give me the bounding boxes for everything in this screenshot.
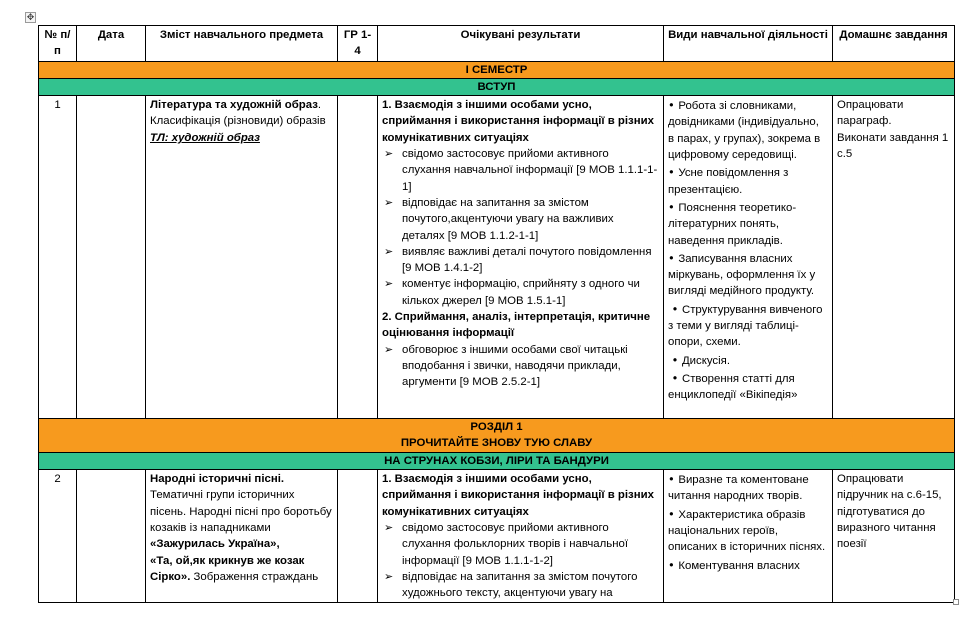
- list-item: • Робота зі словниками, довідниками (індивідуально, в парах, у групах), зокрема в цифровому середовищі.: [668, 98, 821, 162]
- subsection-title: НА СТРУНАХ КОБЗИ, ЛІРИ ТА БАНДУРИ: [39, 452, 955, 469]
- header-activities: Види навчальної діяльності: [664, 26, 833, 62]
- row2-results-h1: 1. Взаємодія з іншими особами усно, сприймання і використання інформації в різних комунікативних ситуаціях: [382, 473, 654, 518]
- section-line2: ПРОЧИТАЙТЕ ЗНОВУ ТУЮ СЛАВУ: [400, 437, 593, 450]
- list-item: • Створення статті для енциклопедії «Вікіпедія»: [668, 370, 798, 402]
- list-item: • Структурування вивченого з теми у вигляді таблиці-опори, схеми.: [668, 301, 823, 349]
- table-row: [39, 470, 955, 603]
- row2-num: 2: [39, 470, 77, 603]
- table-move-handle-icon[interactable]: ✥: [26, 12, 35, 22]
- row2-activities: [664, 470, 833, 603]
- list-item: • Характеристика образів національних героїв, описаних в історичних піснях.: [668, 506, 826, 554]
- row1-content: [146, 96, 338, 419]
- row2-homework: Опрацювати підручник на с.6-15, підготуватися до виразного читання поезії: [833, 470, 955, 603]
- row1-homework-line: Опрацювати параграф.: [837, 99, 904, 128]
- row1-results-h1: 1. Взаємодія з іншими особами усно, сприймання і використання інформації в різних комунікативних ситуаціях: [382, 99, 654, 144]
- list-item: ➢ коментує інформацію, сприйняту з одного чи кількох джерел [9 МОВ 1.5.1-1]: [382, 276, 659, 309]
- row1-activities: [664, 96, 833, 419]
- row1-activities-list: [668, 97, 828, 403]
- row1-results-h2: 2. Сприймання, аналіз, інтерпретація, критичне оцінювання інформації: [382, 311, 651, 340]
- row2-activities-list: [668, 471, 828, 574]
- row1-homework-line: Виконати завдання 1: [837, 131, 949, 144]
- table-row: [39, 96, 955, 419]
- list-item: • Виразне та коментоване читання народних творів.: [668, 472, 809, 503]
- list-item: • Записування власних міркувань, оформлення їх у вигляді медійного продукту.: [668, 250, 816, 298]
- row2-title: Народні історичні пісні.: [150, 473, 285, 486]
- list-item: ➢ відповідає на запитання за змістом почутого,акцентуючи увагу на важливих деталях [9 МОВ 1.1.2-1-1]: [382, 195, 659, 244]
- table-resize-handle-icon[interactable]: [953, 599, 959, 605]
- intro-title: ВСТУП: [39, 78, 955, 95]
- list-item: ➢ свідомо застосовує прийоми активного слухання фольклорних творів і навчальної інформації [9 МОВ 1.1.1-1-2]: [382, 520, 659, 569]
- section-title: [39, 419, 955, 453]
- row1-num: 1: [39, 96, 77, 419]
- list-item: • Дискусія.: [668, 352, 730, 367]
- header-gr: ГР 1-4: [338, 26, 378, 62]
- row1-title: Література та художній образ: [150, 99, 318, 112]
- header-results: Очікувані результати: [378, 26, 664, 62]
- row2-gr: [338, 470, 378, 603]
- row2-song2: «Та, ой,як крикнув же козак Сірко».: [150, 554, 305, 583]
- list-item: • Пояснення теоретико-літературних понять, наведення прикладів.: [668, 199, 797, 247]
- list-item: ➢ виявляє важливі деталі почутого повідомлення [9 МОВ 1.4.1-2]: [382, 244, 659, 277]
- row1-title-suffix: .: [317, 99, 322, 112]
- row1-tl: ТЛ: художній образ: [150, 131, 260, 144]
- row1-content-text: Класифікація (різновиди) образів: [150, 115, 326, 128]
- row2-content-text: Тематичні групи історичних пісень. Народні пісні про боротьбу козаків із нападниками: [150, 489, 332, 534]
- row2-results: [378, 470, 664, 603]
- semester-title: І СЕМЕСТР: [39, 61, 955, 78]
- intro-row: [39, 78, 955, 95]
- row2-content-tail: Зображення страждань: [193, 570, 319, 583]
- section-row: [39, 419, 955, 453]
- header-content: Зміст навчального предмета: [146, 26, 338, 62]
- semester-row: [39, 61, 955, 78]
- header-date: Дата: [77, 26, 146, 62]
- row2-song1: «Зажурилась Україна»,: [150, 538, 280, 551]
- row1-gr: [338, 96, 378, 419]
- list-item: ➢ свідомо застосовує прийоми активного слухання навчальної інформації [9 МОВ 1.1.1-1-1]: [382, 146, 659, 195]
- row1-homework-line: с.5: [837, 148, 853, 161]
- row1-results: [378, 96, 664, 419]
- list-item: ➢ відповідає на запитання за змістом почутого художнього тексту, акцентуючи увагу на: [382, 569, 659, 602]
- header-homework: Домашнє завдання: [833, 26, 955, 62]
- table-header-row: [39, 26, 955, 62]
- subsection-row: [39, 452, 955, 469]
- list-item: • Коментування власних: [668, 557, 800, 572]
- list-item: ➢ обговорює з іншими особами свої читацькі вподобання і звички, наводячи приклади, аргументи [9 МОВ 2.5.2-1]: [382, 342, 659, 391]
- row1-date: [77, 96, 146, 419]
- row2-date: [77, 470, 146, 603]
- row2-results-list1: [382, 520, 659, 601]
- row1-results-list2: [382, 342, 659, 391]
- section-line1: РОЗДІЛ 1: [470, 421, 523, 434]
- header-num: № п/п: [39, 26, 77, 62]
- lesson-plan-table: [38, 25, 955, 603]
- row2-content: [146, 470, 338, 603]
- list-item: • Усне повідомлення з презентацією.: [668, 165, 789, 196]
- row1-results-list1: [382, 146, 659, 309]
- row1-homework: [833, 96, 955, 419]
